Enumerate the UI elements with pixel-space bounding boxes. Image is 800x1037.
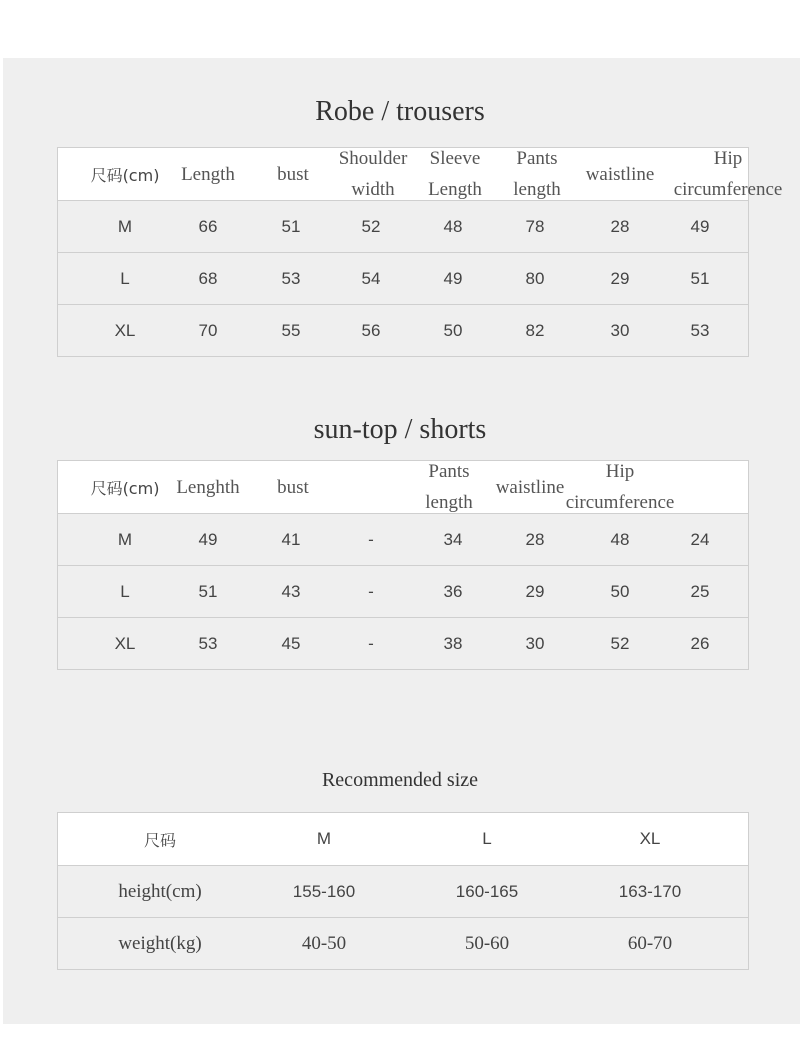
robe-trousers-table	[57, 147, 783, 357]
table-cell: XL	[114, 633, 136, 653]
column-header	[495, 148, 579, 200]
table-cell: 53	[198, 633, 218, 653]
table-row	[58, 200, 748, 252]
column-header-text: Sleeve	[429, 148, 481, 169]
column-header-text: waistline	[495, 476, 565, 498]
table-cell: M	[117, 216, 133, 236]
table-cell: 28	[525, 529, 545, 549]
table-row	[58, 865, 748, 917]
table-cell: 163-170	[618, 881, 682, 901]
column-header-text: bust	[277, 476, 309, 498]
robe-trousers-title: Robe / trousers	[315, 96, 485, 127]
table-cell: 30	[525, 633, 545, 653]
table-cell: 53	[690, 320, 710, 340]
header-row	[58, 461, 748, 513]
table-cell: 155-160	[292, 881, 356, 901]
column-header-text: waistline	[585, 163, 655, 185]
table-cell: 41	[281, 529, 301, 549]
table-cell: weight(kg)	[118, 932, 202, 954]
table-cell: M	[117, 529, 133, 549]
column-header-text: 尺码(cm)	[90, 478, 160, 498]
column-header	[407, 461, 491, 513]
table-row	[58, 304, 748, 356]
table-cell: height(cm)	[118, 880, 202, 902]
column-header: 尺码	[143, 830, 176, 850]
table-cell: 30	[610, 320, 630, 340]
column-header-text: length	[425, 492, 473, 513]
table-cell: 29	[525, 581, 545, 601]
table-cell: 48	[610, 529, 630, 549]
column-header-text: circumference	[565, 492, 675, 513]
table-cell: 82	[525, 320, 545, 340]
table-cell: 51	[281, 216, 301, 236]
table-cell: 68	[198, 268, 218, 288]
column-header-text: Hip	[713, 148, 743, 169]
table-cell: -	[368, 633, 374, 653]
suntop-shorts-table	[57, 460, 749, 670]
table-cell: 49	[198, 529, 218, 549]
header-row	[58, 813, 748, 865]
column-header-text: circumference	[673, 179, 783, 200]
table-cell: 55	[281, 320, 301, 340]
column-header	[83, 148, 167, 200]
table-cell: 51	[198, 581, 218, 601]
suntop-shorts-title: sun-top / shorts	[313, 414, 487, 445]
table-cell: 80	[525, 268, 545, 288]
column-header	[331, 148, 415, 200]
table-cell: 53	[281, 268, 301, 288]
column-header-text: Lenghth	[176, 476, 240, 498]
table-cell: 49	[690, 216, 710, 236]
column-header	[565, 461, 675, 513]
table-cell: 52	[361, 216, 381, 236]
table-row	[58, 252, 748, 304]
column-header	[251, 148, 335, 200]
recommended-size-table	[57, 812, 749, 970]
column-header	[251, 461, 335, 513]
table-cell: -	[368, 581, 374, 601]
column-header-text: Length	[181, 163, 235, 185]
table-cell: 51	[690, 268, 710, 288]
column-header	[166, 461, 250, 513]
column-header-text: bust	[277, 163, 309, 185]
column-header	[166, 148, 250, 200]
column-header	[329, 461, 413, 513]
table-cell: 66	[198, 216, 218, 236]
recommended-size-title: Recommended size	[321, 769, 479, 791]
column-header-text: length	[513, 179, 561, 200]
table-cell: 50	[443, 320, 463, 340]
column-header-text: Hip	[605, 461, 635, 482]
table-cell: 34	[443, 529, 463, 549]
table-cell: 26	[690, 633, 710, 653]
table-cell: 29	[610, 268, 630, 288]
table-row	[58, 513, 748, 565]
table-cell: 38	[443, 633, 463, 653]
table-cell: 45	[281, 633, 301, 653]
column-header-text: 尺码(cm)	[90, 165, 160, 185]
table-cell: 54	[361, 268, 381, 288]
column-header	[673, 148, 783, 200]
table-cell: 49	[443, 268, 463, 288]
table-cell: 50	[610, 581, 630, 601]
table-cell: 40-50	[301, 932, 347, 954]
column-header	[658, 461, 742, 513]
table-cell: 52	[610, 633, 630, 653]
table-row	[58, 565, 748, 617]
column-header: L	[482, 829, 492, 848]
column-header-text: Pants	[516, 148, 558, 169]
table-cell: 56	[361, 320, 381, 340]
table-cell: 70	[198, 320, 218, 340]
column-header: M	[316, 829, 332, 848]
column-header-text: width	[351, 179, 395, 200]
table-cell: 24	[690, 529, 710, 549]
table-cell: 78	[525, 216, 545, 236]
column-header-text: Shoulder	[338, 148, 408, 169]
table-cell: 50-60	[464, 932, 510, 954]
table-cell: 43	[281, 581, 301, 601]
table-cell: 25	[690, 581, 710, 601]
column-header	[413, 148, 497, 200]
table-cell: -	[368, 529, 374, 549]
table-cell: 160-165	[455, 881, 519, 901]
column-header-text: Length	[428, 179, 482, 200]
table-cell: L	[120, 268, 130, 288]
table-cell: 28	[610, 216, 630, 236]
column-header	[83, 461, 167, 513]
table-cell: L	[120, 581, 130, 601]
table-cell: XL	[114, 320, 136, 340]
column-header-text: Pants	[428, 461, 470, 482]
table-cell: 36	[443, 581, 463, 601]
column-header	[578, 148, 662, 200]
header-row	[58, 148, 783, 200]
column-header: XL	[639, 829, 661, 848]
table-cell: 48	[443, 216, 463, 236]
table-row	[58, 617, 748, 669]
column-header	[488, 461, 572, 513]
table-row	[58, 917, 748, 969]
table-cell: 60-70	[627, 932, 673, 954]
